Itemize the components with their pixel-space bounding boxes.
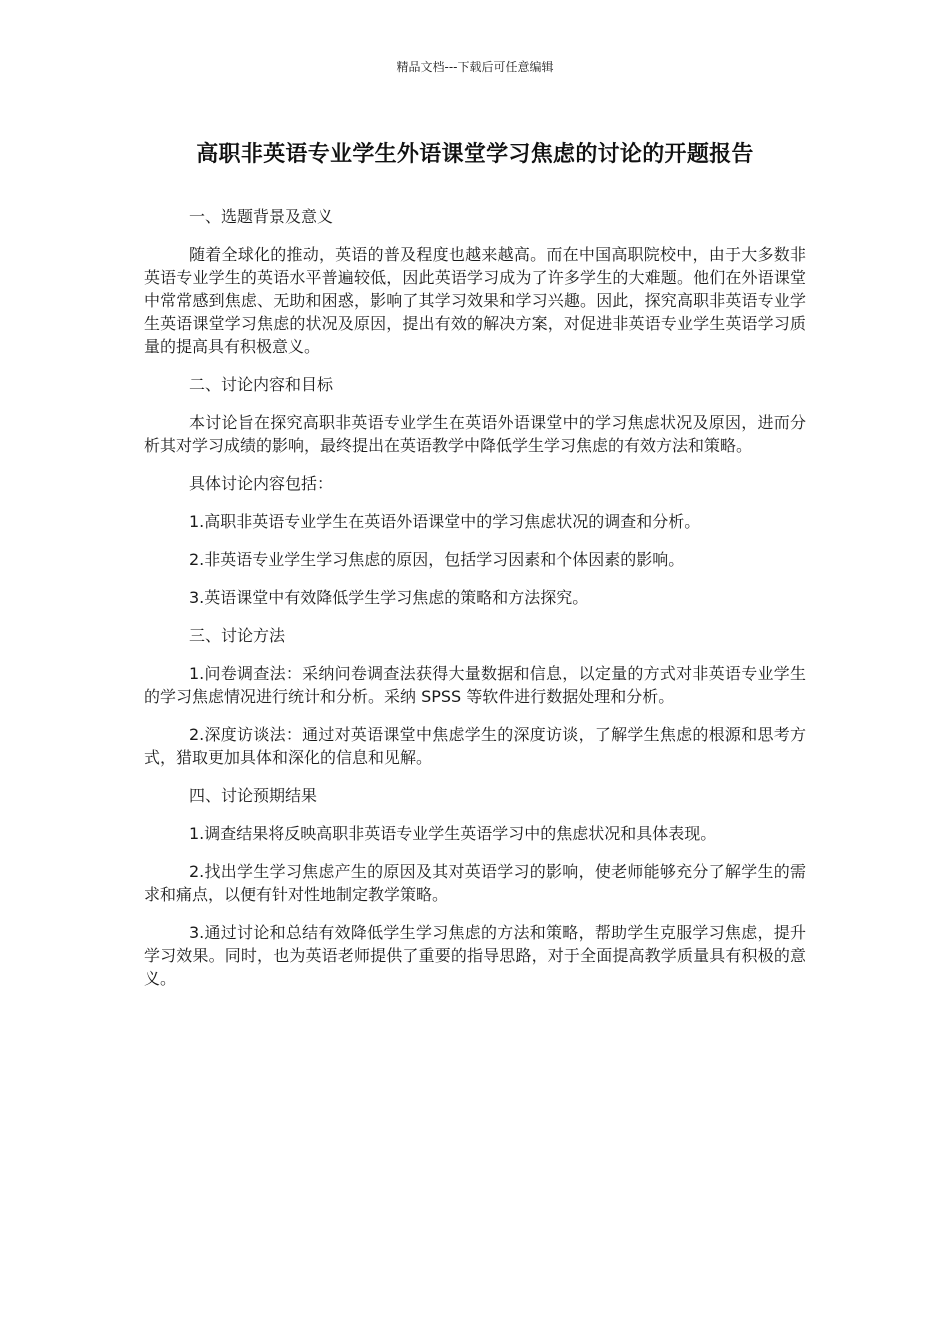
section-heading-content: 二、讨论内容和目标 — [189, 375, 334, 394]
paragraph-content-goal: 本讨论旨在探究高职非英语专业学生在英语外语课堂中的学习焦虑状况及原因，进而分析其对学习成绩的影响，最终提出在英语教学中降低学生学习焦虑的有效方法和策略。 — [144, 413, 806, 455]
list-item-result-3: 3.通过讨论和总结有效降低学生学习焦虑的方法和策略，帮助学生克服学习焦虑，提升学习效果。同时，也为英语老师提供了重要的指导思路，对于全面提高教学质量具有积极的意义。 — [144, 923, 806, 988]
section-heading-results: 四、讨论预期结果 — [189, 786, 318, 805]
document-body — [144, 205, 806, 1005]
list-item-content-2: 2.非英语专业学生学习焦虑的原因，包括学习因素和个体因素的影响。 — [189, 550, 685, 569]
list-item-content-1: 1.高职非英语专业学生在英语外语课堂中的学习焦虑状况的调查和分析。 — [189, 512, 701, 531]
section-heading-background: 一、选题背景及意义 — [189, 207, 334, 226]
list-item-content-3: 3.英语课堂中有效降低学生学习焦虑的策略和方法探究。 — [189, 588, 589, 607]
paragraph-background: 随着全球化的推动，英语的普及程度也越来越高。而在中国高职院校中，由于大多数非英语专业学生的英语水平普遍较低，因此英语学习成为了许多学生的大难题。他们在外语课堂中常常感到焦虑、无助和困惑，影响了其学习效果和学习兴趣。因此，探究高职非英语专业学生英语课堂学习焦虑的状况及原因，提出有效的解决方案，对促进非英语专业学生英语学习质量的提高具有积极意义。 — [144, 245, 806, 356]
header-note: 精品文档---下载后可任意编辑 — [396, 60, 554, 74]
list-item-method-1: 1.问卷调查法：采纳问卷调查法获得大量数据和信息，以定量的方式对非英语专业学生的学习焦虑情况进行统计和分析。采纳 SPSS 等软件进行数据处理和分析。 — [144, 664, 806, 706]
section-heading-methods: 三、讨论方法 — [189, 626, 286, 645]
list-item-result-1: 1.调查结果将反映高职非英语专业学生英语学习中的焦虑状况和具体表现。 — [189, 824, 717, 843]
paragraph-content-intro: 具体讨论内容包括： — [189, 474, 334, 493]
list-item-method-2: 2.深度访谈法：通过对英语课堂中焦虑学生的深度访谈，了解学生焦虑的根源和思考方式，猎取更加具体和深化的信息和见解。 — [144, 725, 806, 767]
document-title: 高职非英语专业学生外语课堂学习焦虑的讨论的开题报告 — [196, 142, 754, 167]
list-item-result-2: 2.找出学生学习焦虑产生的原因及其对英语学习的影响，使老师能够充分了解学生的需求和痛点，以便有针对性地制定教学策略。 — [144, 862, 806, 904]
